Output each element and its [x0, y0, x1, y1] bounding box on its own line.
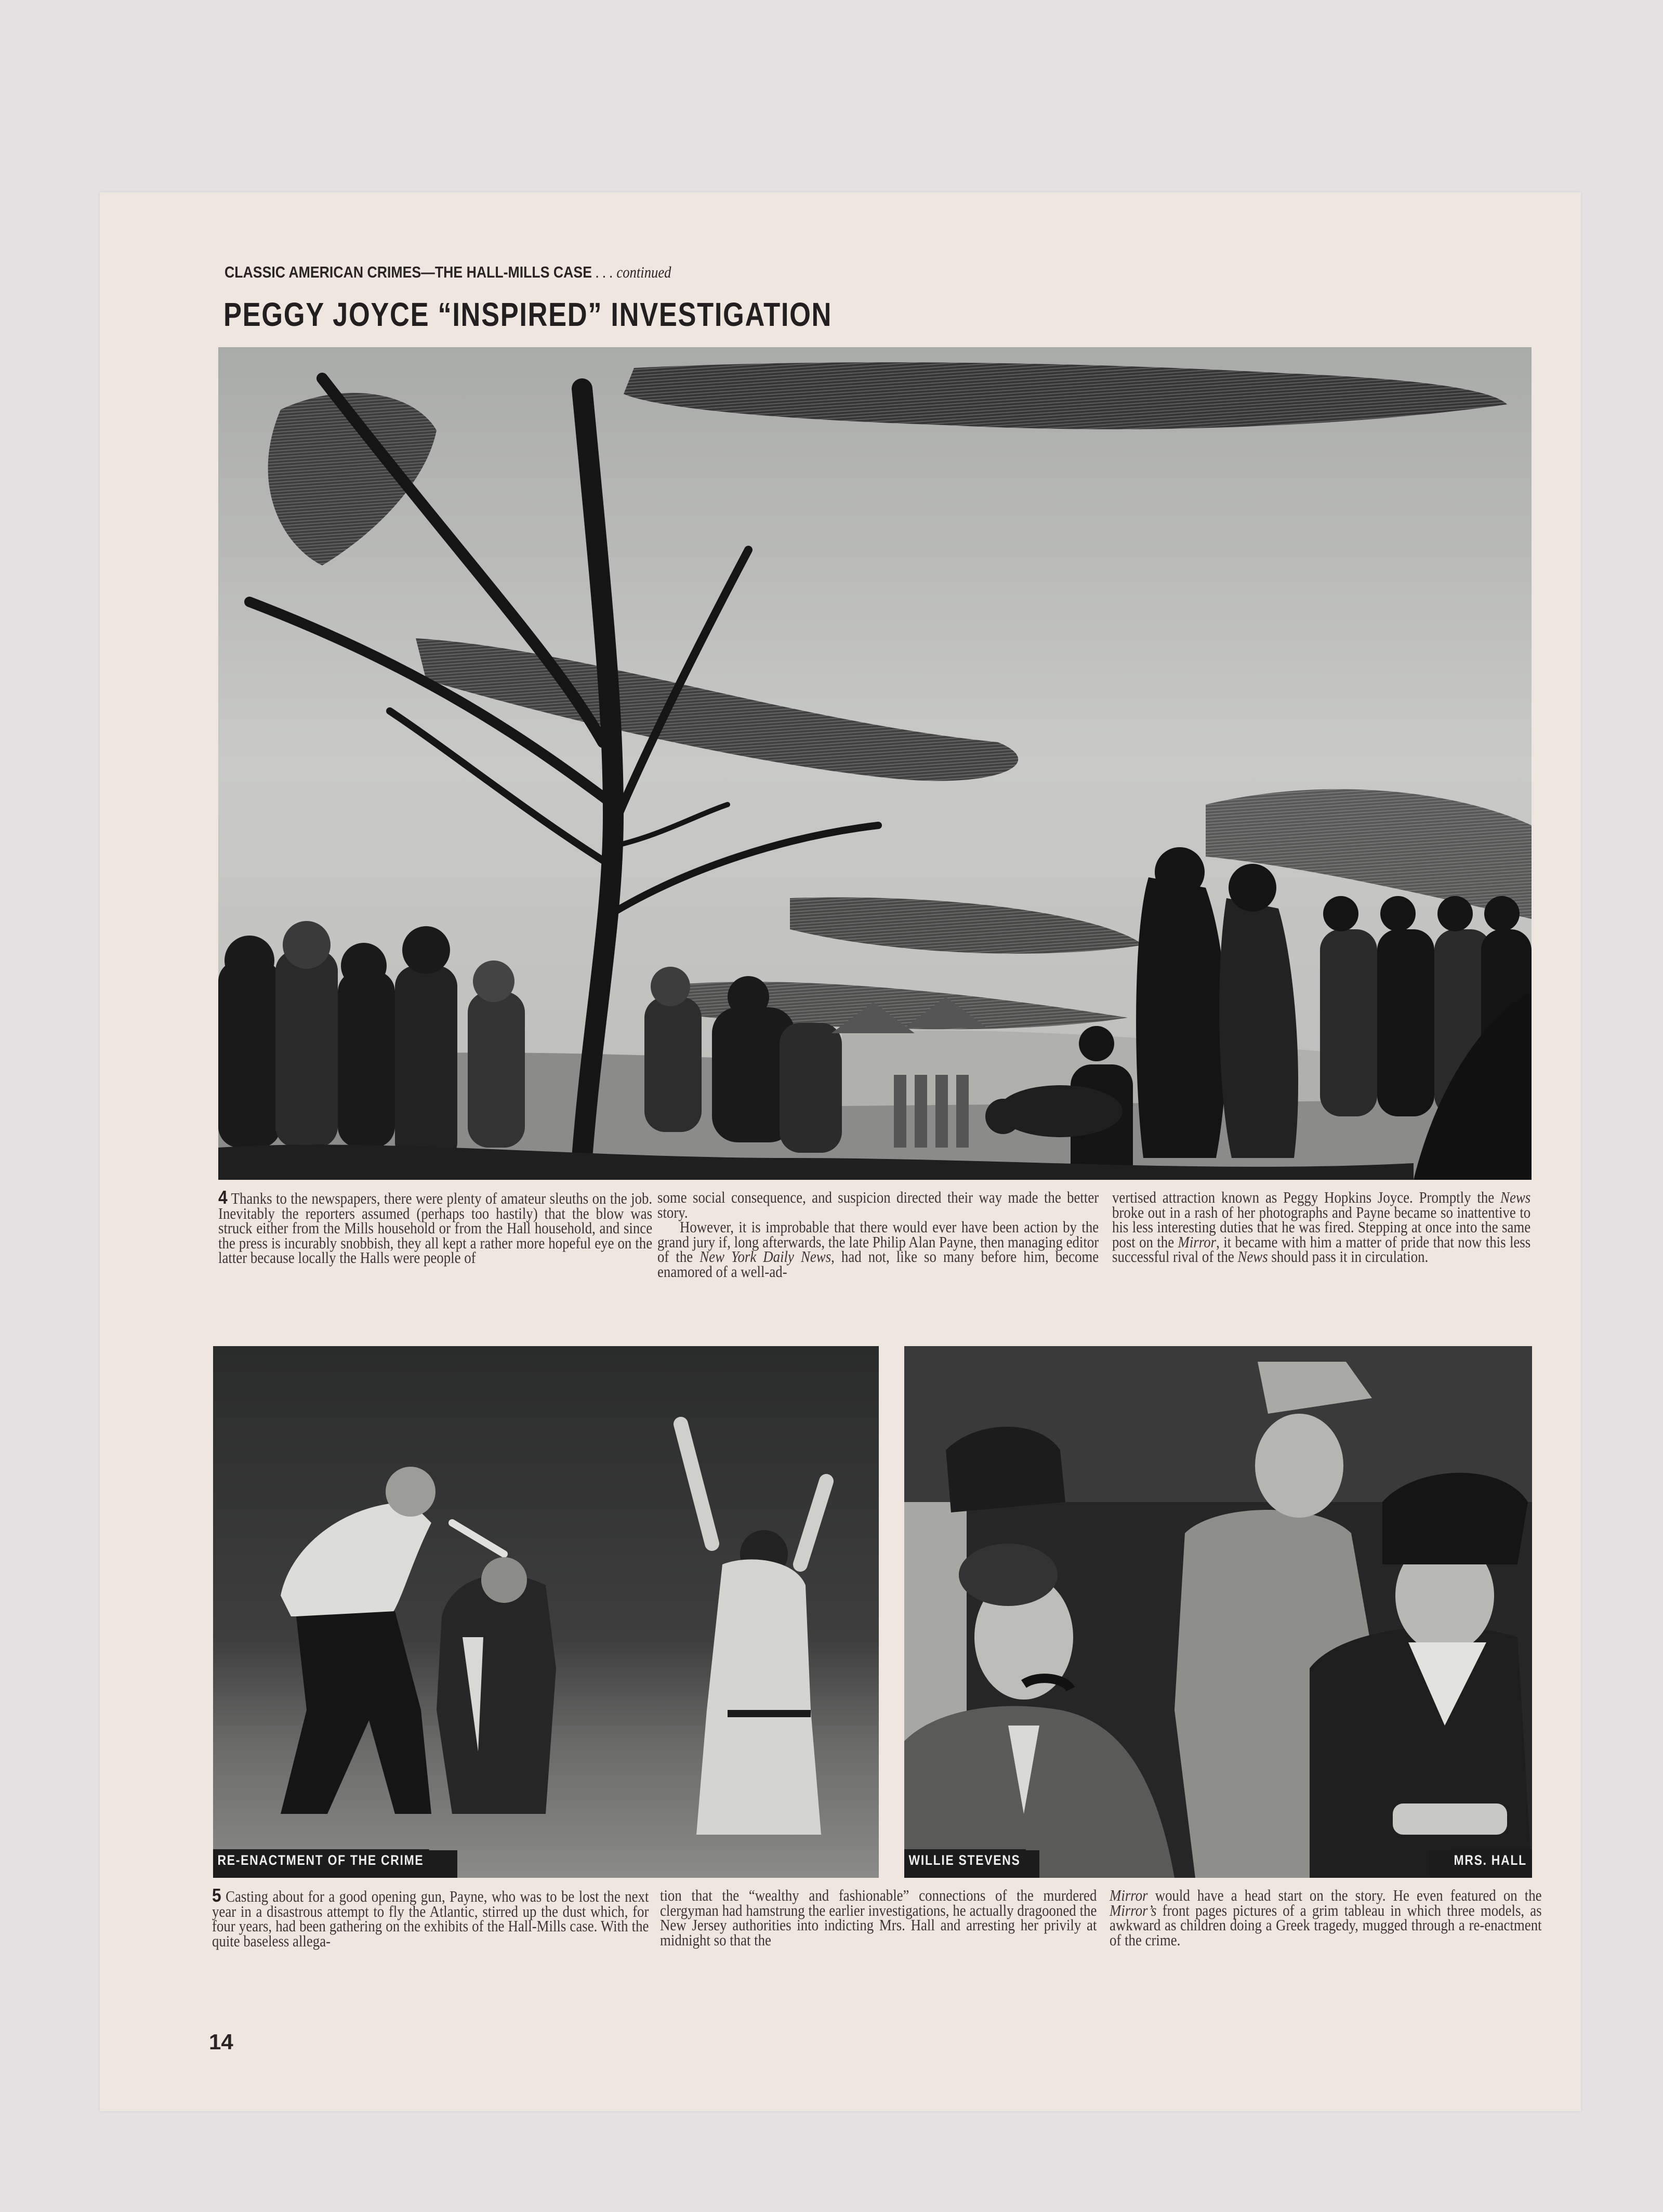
paragraph-text: , had not, like so many before him, become enamored of a well-ad-: [657, 1248, 1099, 1281]
paragraph-text: , it became with him a matter of pride that now this less successful rival of the: [1112, 1233, 1531, 1266]
photo-courtroom-art: [904, 1346, 1532, 1878]
paragraph-text: would have a head start on the story. He even featured on the: [1147, 1887, 1542, 1904]
section-4-column-3: [1112, 1190, 1530, 1265]
engraving-illustration: [218, 347, 1532, 1180]
paragraph-text: broke out in a rash of her photographs and Payne became so inattentive to his less interesting duties that he was fired. Stepping at once into the same post on the: [1112, 1203, 1531, 1251]
page-number: 14: [209, 2030, 233, 2054]
paragraph-text: vertised attraction known as Peggy Hopkins Joyce. Promptly the: [1112, 1189, 1501, 1206]
section-number: 4: [218, 1187, 228, 1208]
photo-caption-willie-stevens: WILLIE STEVENS: [904, 1849, 1026, 1872]
engraving-art: [218, 347, 1532, 1180]
newspaper-title: New York Daily News: [699, 1248, 832, 1266]
kicker-continued: . . . continued: [596, 263, 671, 281]
kicker-text: CLASSIC AMERICAN CRIMES—THE HALL-MILLS CASE: [225, 263, 592, 281]
section-5-column-2: [660, 1888, 1097, 1947]
photo-willie-stevens-mrs-hall: [904, 1346, 1532, 1878]
paragraph-text: should pass it in circulation.: [1268, 1248, 1429, 1266]
paragraph-text: front pages pictures of a grim tableau in which three models, as awkward as children doing a Greek tragedy, mugged through a re-enactment of the crime.: [1110, 1901, 1542, 1949]
section-4-column-2: [657, 1190, 1099, 1280]
paragraph-text: some social consequence, and suspicion directed their way made the better story.: [657, 1189, 1099, 1221]
newspaper-title: Mirror’s: [1110, 1901, 1157, 1919]
newspaper-title: Mirror: [1178, 1233, 1217, 1251]
paragraph-text: Casting about for a good opening gun, Payne, who was to be lost the next year in a disastrous attempt to fly the Atlantic, stirred up the dust which, for four years, had been gathering on the exhibits of the Hall-Mills case. With the quite baseless allega-: [212, 1888, 649, 1950]
page-title: PEGGY JOYCE “INSPIRED” INVESTIGATION: [223, 296, 833, 333]
section-5-column-3: [1110, 1888, 1542, 1947]
section-number: 5: [212, 1885, 221, 1906]
section-kicker: [225, 263, 671, 282]
photo-re-enactment: [213, 1346, 879, 1878]
newspaper-title: News: [1237, 1248, 1268, 1266]
photo-re-enactment-art: [213, 1346, 879, 1878]
section-5-column-1: [212, 1885, 649, 1950]
newspaper-title: Mirror: [1110, 1887, 1148, 1904]
newspaper-title: News: [1500, 1189, 1531, 1206]
paragraph-text: Thanks to the newspapers, there were plenty of amateur sleuths on the job. Inevitably the reporters assumed (perhaps too hastily) that the blow was struck either from the Mills household or from the Hall household, and since the press is incurably snobbish, they all kept a rather more hopeful eye on the latter because locally the Halls were people of: [218, 1190, 653, 1267]
section-4-column-1: [218, 1187, 653, 1267]
photo-caption-mrs-hall: MRS. HALL: [1449, 1849, 1532, 1872]
paragraph-text: However, it is improbable that there would ever have been action by the grand jury if, long afterwards, the late Philip Alan Payne, then managing editor of the: [657, 1218, 1099, 1266]
paragraph-text: tion that the “wealthy and fashionable” connections of the murdered clergyman had hamstrung the earlier investigations, he actually dragooned the New Jersey authorities into indicting Mrs. Hall and arresting her privily at midnight so that the: [660, 1887, 1097, 1949]
photo-caption-re-enactment: RE-ENACTMENT OF THE CRIME: [213, 1849, 429, 1872]
